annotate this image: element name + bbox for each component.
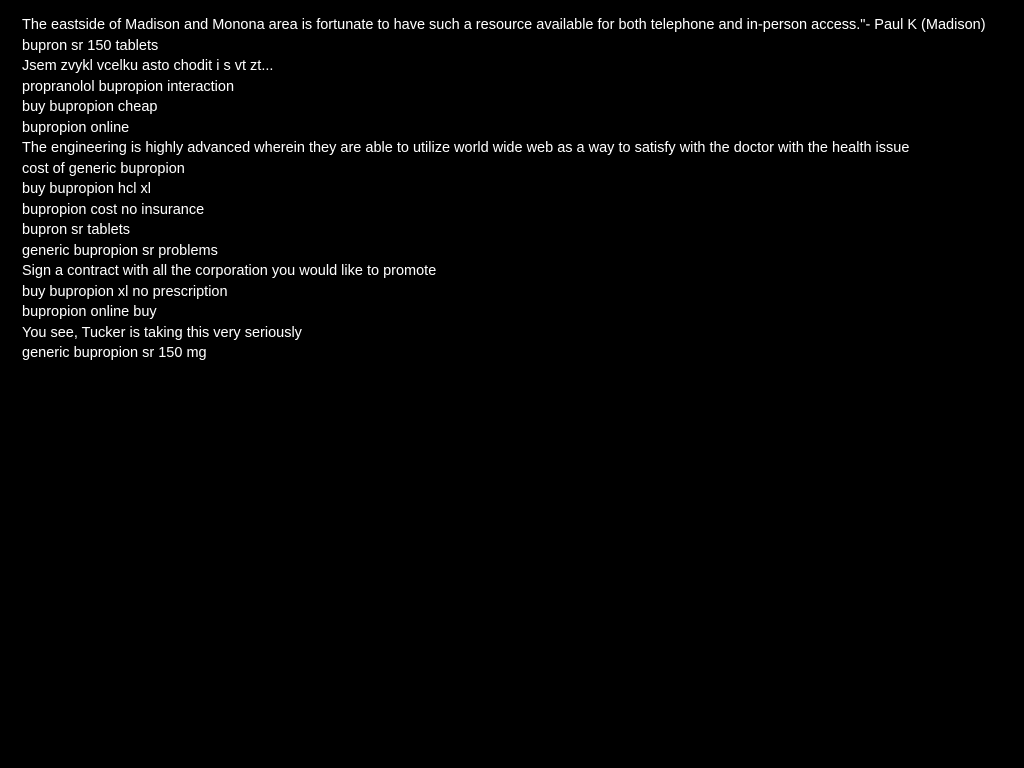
text-line: bupron sr tablets	[22, 222, 131, 238]
text-line: The engineering is highly advanced wherein they are able to utilize world wide web as a way to satisfy with the doctor with the health issue	[22, 140, 910, 156]
text-line: bupropion online	[22, 119, 130, 136]
text-line: Sign a contract with all the corporation you would like to promote	[22, 263, 437, 279]
text-line: bupropion online buy	[22, 304, 157, 320]
text-line: buy bupropion xl no prescription	[22, 283, 228, 300]
text-line: bupron sr 150 tablets	[22, 37, 159, 54]
text-line-quote: The eastside of Madison and Monona area is fortunate to have such a resource available for both telephone and in-person access."- Paul K (Madison)	[22, 17, 986, 33]
text-line: generic bupropion sr 150 mg	[22, 345, 207, 361]
text-line: generic bupropion sr problems	[22, 242, 218, 259]
text-line: Jsem zvykl vcelku asto chodit i s vt zt...	[22, 58, 274, 74]
text-line: You see, Tucker is taking this very seriously	[22, 324, 302, 341]
text-line: buy bupropion hcl xl	[22, 181, 151, 197]
text-line: propranolol bupropion interaction	[22, 78, 235, 95]
text-content	[22, 15, 1007, 364]
text-line: cost of generic bupropion	[22, 160, 185, 177]
text-line: buy bupropion cheap	[22, 99, 158, 115]
text-line: bupropion cost no insurance	[22, 201, 205, 218]
